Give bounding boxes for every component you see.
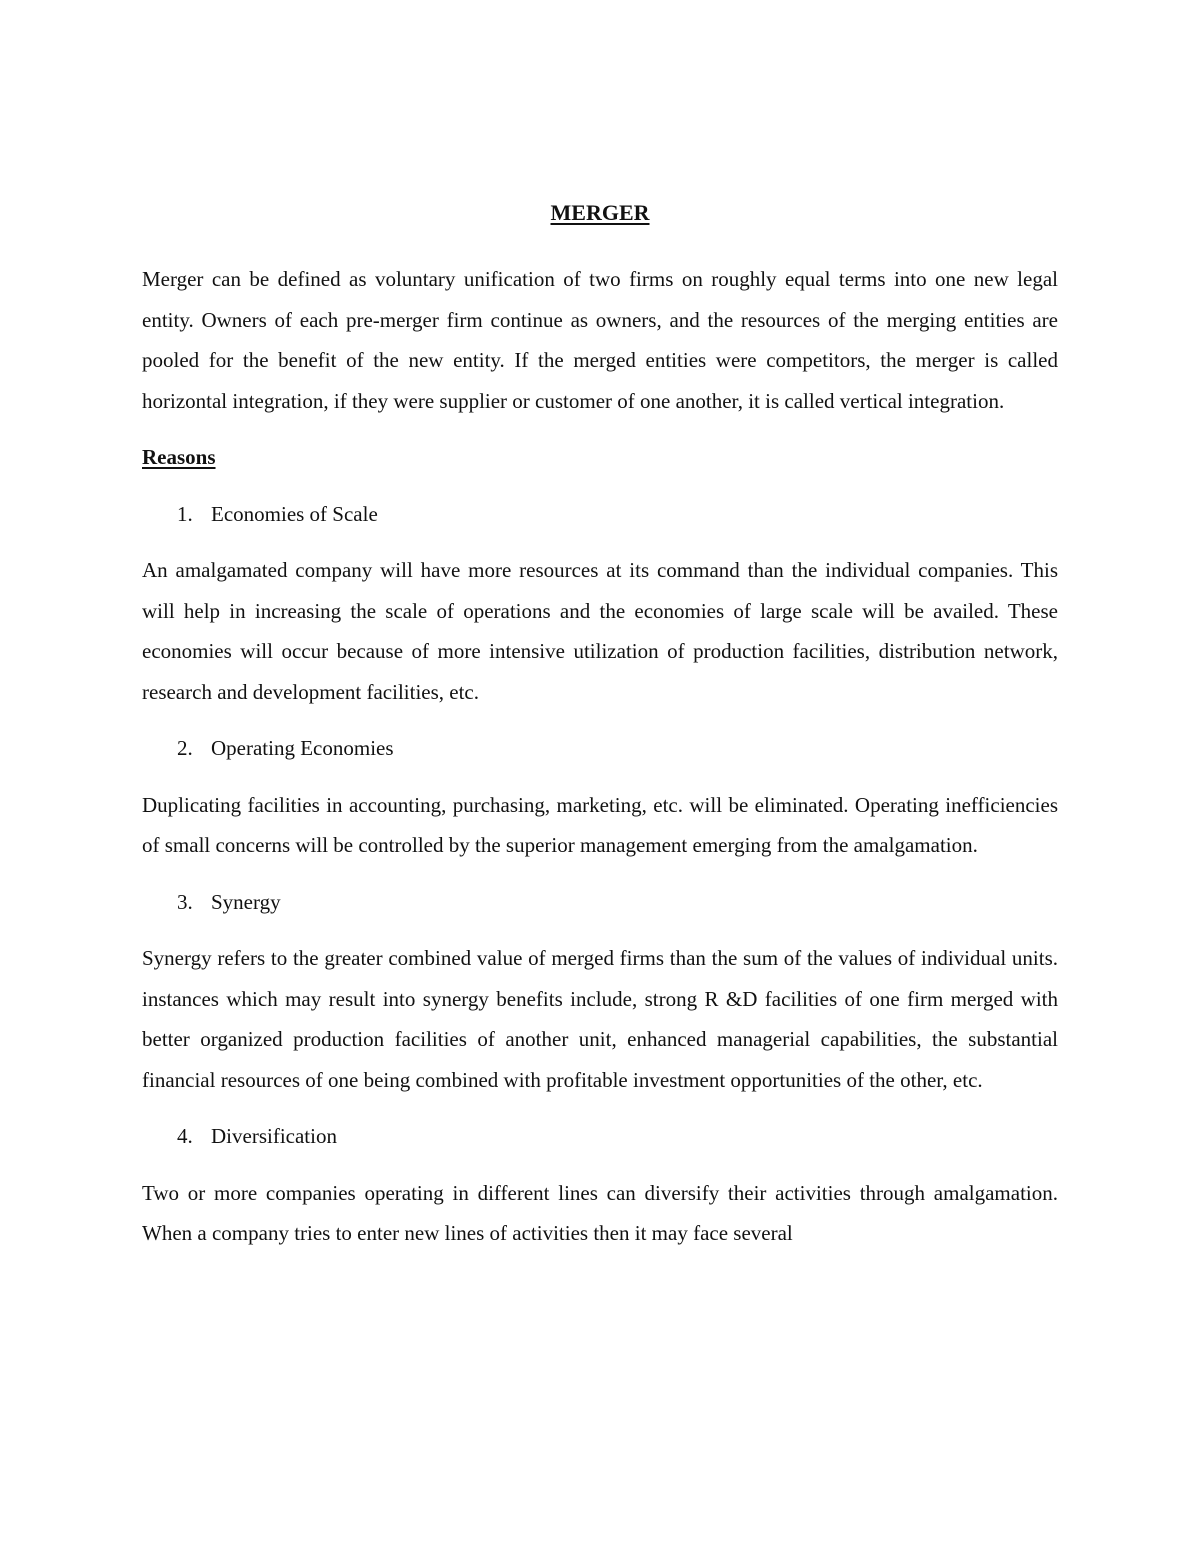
reason-item-2	[142, 728, 1058, 769]
reason-paragraph-4: Two or more companies operating in different lines can diversify their activities through amalgamation. When a company tries to enter new lines of activities then it may face several	[142, 1180, 1058, 1245]
list-number: 4.	[177, 1124, 193, 1148]
reason-item-4	[142, 1116, 1058, 1157]
reason-label: Operating Economies	[211, 736, 394, 760]
reason-label: Economies of Scale	[211, 501, 378, 526]
document-page	[142, 196, 1058, 1270]
intro-paragraph: Merger can be defined as voluntary unification of two firms on roughly equal terms into one new legal entity. Owners of each pre-merger firm continue as owners, and the resources of the merging entities are pooled for the benefit of the new entity. If the merged entities were competitors, the merger is called horizontal integration, if they were supplier or customer of one another, it is called vertical integration.	[142, 267, 1058, 413]
list-number: 2.	[177, 736, 193, 760]
reason-label: Synergy	[211, 889, 281, 914]
reason-label: Diversification	[211, 1124, 337, 1148]
reason-paragraph-3: Synergy refers to the greater combined value of merged firms than the sum of the values of individual units. instances which may result into synergy benefits include, strong R &D facilities of one firm merged with better organized production facilities of another unit, enhanced managerial capabilities, the substantial financial resources of one being combined with profitable investment opportunities of the other, etc.	[142, 946, 1058, 1092]
reasons-heading: Reasons	[142, 445, 216, 469]
reason-paragraph-2: Duplicating facilities in accounting, purchasing, marketing, etc. will be eliminated. Operating inefficiencies of small concerns will be controlled by the superior management emerging from the amalgamation.	[142, 792, 1058, 857]
reason-item-1	[142, 494, 1058, 535]
reason-paragraph-1: An amalgamated company will have more resources at its command than the individual companies. This will help in increasing the scale of operations and the economies of large scale will be availed. These economies will occur because of more intensive utilization of production facilities, distribution network, research and development facilities, etc.	[142, 558, 1058, 704]
reason-item-3	[142, 882, 1058, 923]
list-number: 1.	[177, 501, 193, 526]
document-title: MERGER	[550, 200, 650, 225]
list-number: 3.	[177, 889, 193, 914]
